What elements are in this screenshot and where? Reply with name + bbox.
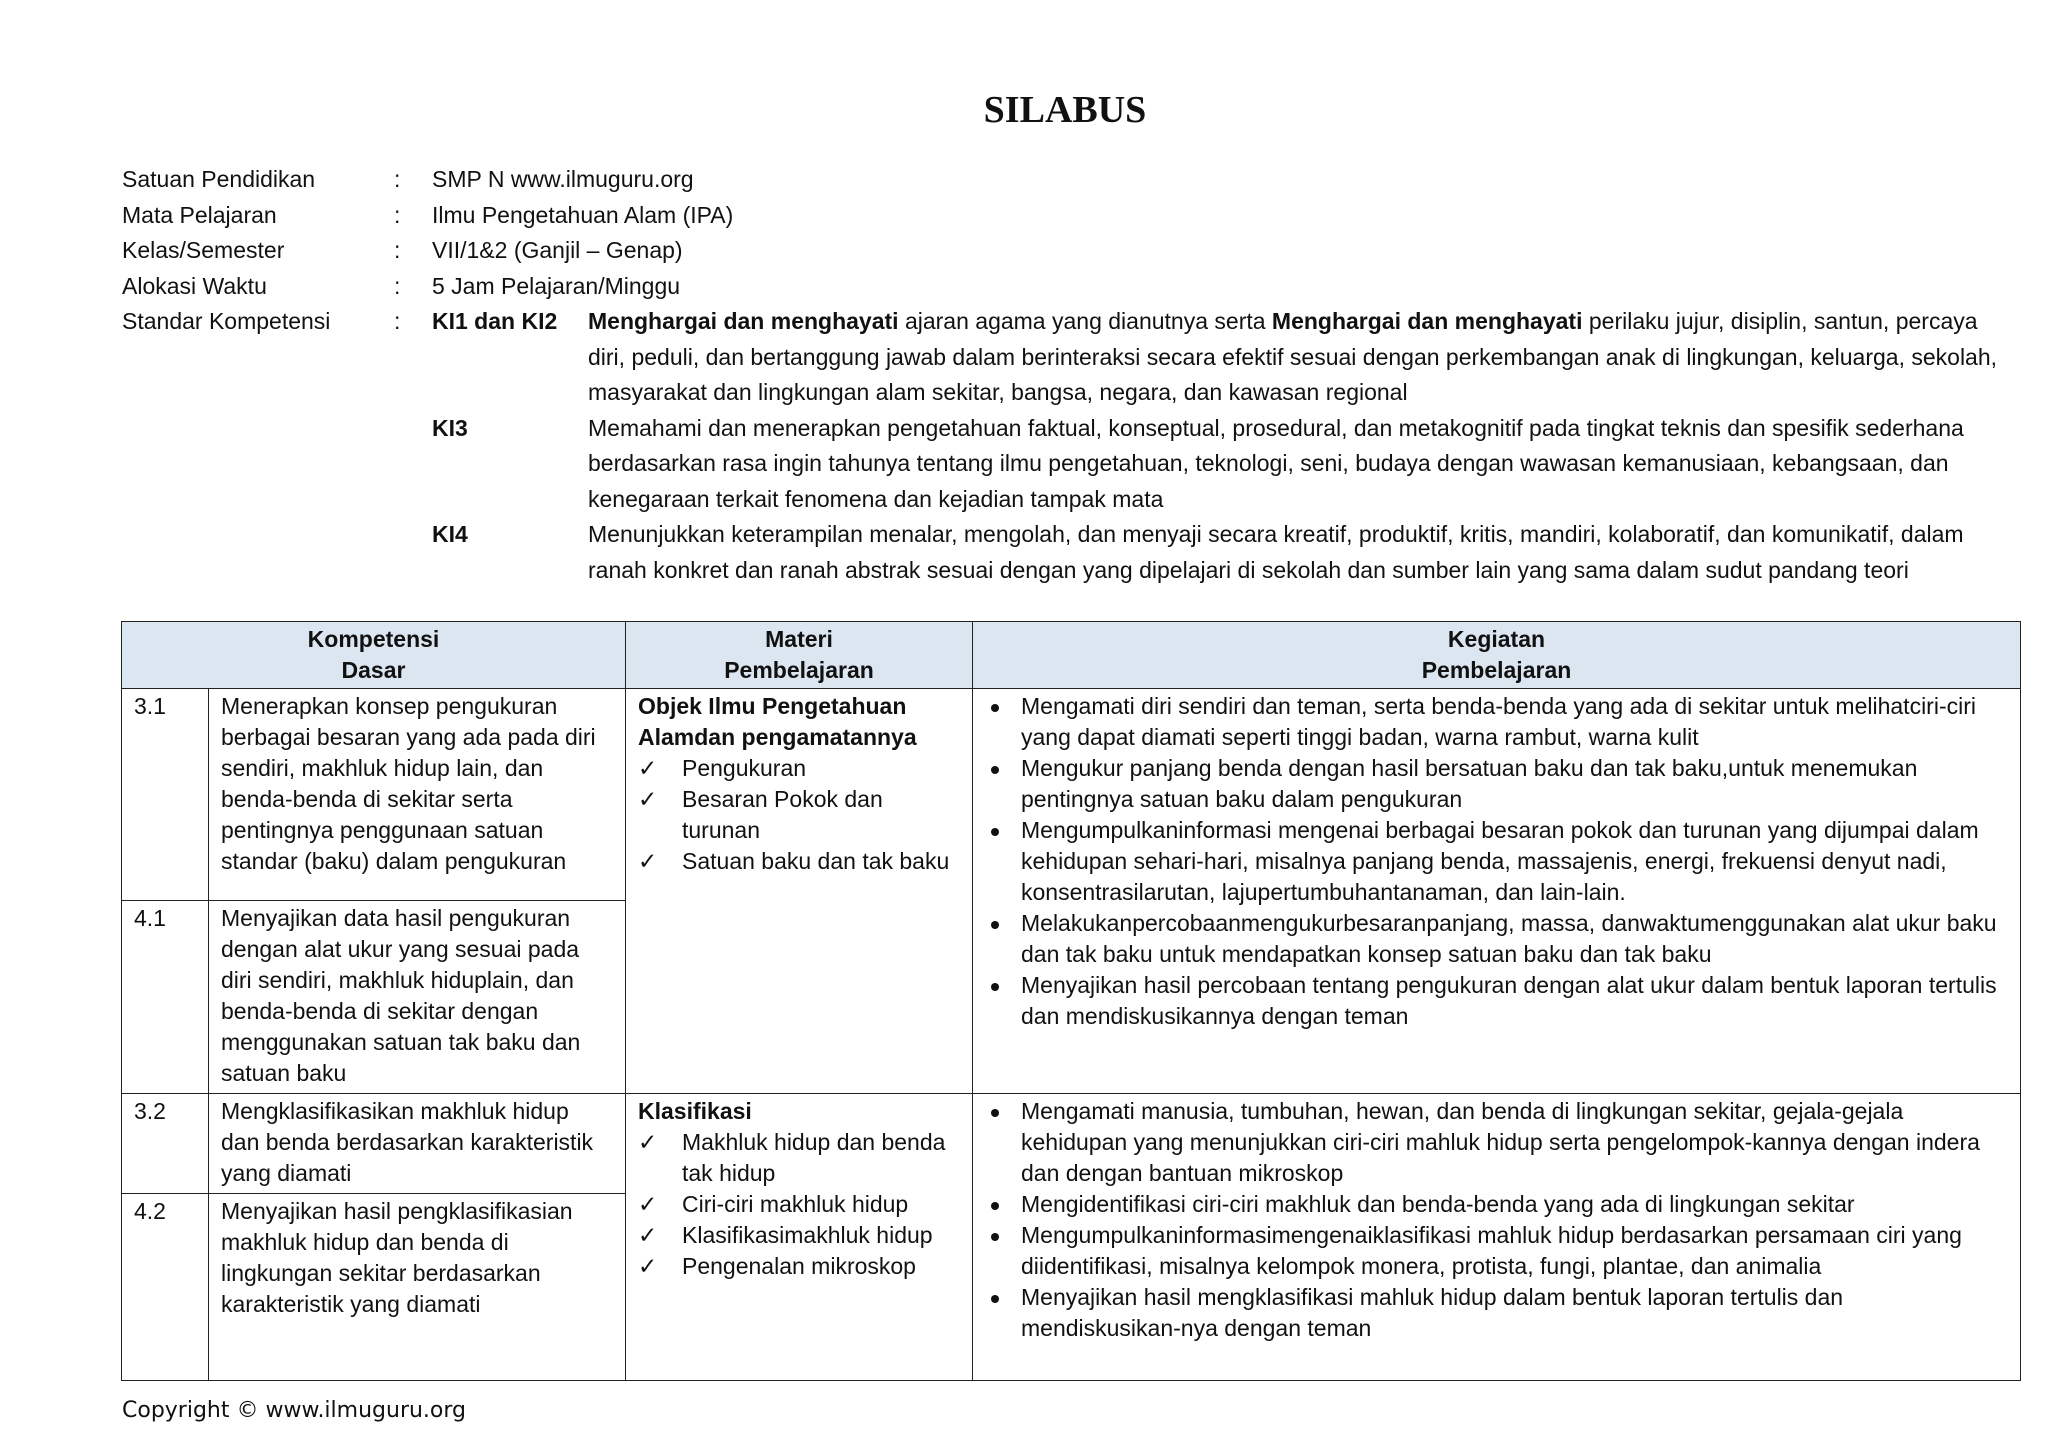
bullet-icon [991, 1109, 999, 1117]
syllabus-table [121, 621, 2021, 1381]
kegiatan-item: Mengamati manusia, tumbuhan, hewan, dan benda di lingkungan sekitar, gejala-gejala kehidupan yang menunjukkan ciri-ciri mahluk hidup serta pengelompok-kannya dengan indera dan dengan bantuan mikroskop [1021, 1098, 1980, 1186]
check-icon: ✓ [638, 1191, 658, 1217]
materi-item: Pengenalan mikroskop [682, 1253, 916, 1279]
meta-value: 5 Jam Pelajaran/Minggu [432, 272, 681, 299]
check-icon: ✓ [638, 1222, 658, 1248]
materi-item: Klasifikasimakhluk hidup [682, 1222, 933, 1248]
meta-colon: : [394, 308, 401, 334]
kegiatan-item: Menyajikan hasil mengklasifikasi mahluk hidup dalam bentuk laporan tertulis dan mendiskusikan-nya dengan teman [1021, 1284, 1844, 1341]
check-icon: ✓ [638, 1253, 658, 1279]
list-item [638, 1127, 960, 1189]
table-row [122, 689, 2021, 901]
header-line: Pembelajaran [1421, 657, 1572, 683]
meta-row-standar [122, 304, 2002, 588]
syllabus-identity [122, 162, 2002, 588]
materi-title: Klasifikasi [638, 1098, 752, 1124]
ki-span: ajaran agama yang dianutnya serta [898, 308, 1272, 334]
table-row [122, 1094, 2021, 1194]
list-item [985, 908, 2008, 970]
bullet-icon [991, 1295, 999, 1303]
table-header-row [122, 622, 2021, 689]
copyright-footer: Copyright © www.ilmuguru.org [122, 1398, 467, 1423]
ki-text [588, 304, 2002, 411]
list-item [985, 1189, 2008, 1220]
kd-text: Menyajikan hasil pengklasifikasian makhluk hidup dan benda di lingkungan sekitar berdasarkan karakteristik yang diamati [209, 1194, 626, 1381]
kegiatan-cell [973, 1094, 2021, 1381]
kd-number: 3.2 [122, 1094, 209, 1194]
check-icon: ✓ [638, 848, 658, 874]
ki-row-ki1-ki2 [432, 304, 2002, 411]
kd-number: 4.1 [122, 901, 209, 1094]
meta-colon: : [394, 272, 401, 299]
check-icon: ✓ [638, 786, 658, 812]
kd-number: 4.2 [122, 1194, 209, 1381]
bullet-icon [991, 828, 999, 836]
kegiatan-item: Mengamati diri sendiri dan teman, serta benda-benda yang ada di sekitar untuk melihatciri-ciri yang dapat diamati seperti tinggi badan, warna rambut, warna kulit [1021, 693, 1976, 750]
materi-item: Satuan baku dan tak baku [682, 848, 950, 874]
materi-cell [626, 689, 973, 1094]
meta-label: Satuan Pendidikan [122, 166, 316, 192]
meta-value: SMP N www.ilmuguru.org [432, 166, 694, 192]
meta-label: Mata Pelajaran [122, 201, 277, 228]
check-icon: ✓ [638, 755, 658, 781]
kd-number: 3.1 [122, 689, 209, 901]
kd-text: Menyajikan data hasil pengukuran dengan alat ukur yang sesuai pada diri sendiri, makhluk hiduplain, dan benda-benda di sekitar dengan menggunakan satuan tak baku dan satuan baku [209, 901, 626, 1094]
kd-text: Mengklasifikasikan makhluk hidup dan benda berdasarkan karakteristik yang diamati [209, 1094, 626, 1194]
header-line: Pembelajaran [724, 657, 874, 683]
header-kompetensi-dasar [122, 622, 626, 689]
materi-item: Pengukuran [682, 755, 807, 781]
list-item [638, 1189, 960, 1220]
check-icon: ✓ [638, 1129, 658, 1155]
ki-text: Menunjukkan keterampilan menalar, mengolah, dan menyaji secara kreatif, produktif, kritis, mandiri, kolaboratif, dan komunikatif, dalam ranah konkret dan ranah abstrak sesuai dengan yang dipelajari di sekolah dan sumber lain yang sama dalam sudut pandang teori [588, 521, 1964, 583]
kegiatan-list [985, 691, 2008, 1032]
list-item [985, 815, 2008, 908]
kegiatan-item: Mengumpulkaninformasimengenaiklasifikasi mahluk hidup berdasarkan persamaan ciri yang diidentifikasi, misalnya kelompok monera, protista, fungi, plantae, dan animalia [1021, 1222, 1962, 1279]
materi-list [638, 1127, 960, 1282]
kegiatan-item: Melakukanpercobaanmengukurbesaranpanjang, massa, danwaktumenggunakan alat ukur baku dan tak baku untuk mendapatkan konsep satuan baku dan tak baku [1021, 910, 1997, 967]
bullet-icon [991, 983, 999, 991]
meta-label: Standar Kompetensi [122, 308, 331, 334]
page-title: SILABUS [983, 89, 1147, 131]
list-item [638, 846, 960, 877]
list-item [985, 1220, 2008, 1282]
meta-row-satuan [122, 162, 2002, 198]
materi-list [638, 753, 960, 877]
materi-title: Objek Ilmu Pengetahuan Alamdan pengamatannya [638, 693, 917, 750]
ki-row-ki4 [432, 517, 2002, 588]
list-item [985, 1282, 2008, 1344]
meta-colon: : [394, 237, 401, 263]
meta-value: VII/1&2 (Ganjil – Genap) [432, 237, 683, 263]
ki-code: KI4 [432, 521, 468, 547]
ki-code: KI1 dan KI2 [432, 308, 558, 334]
list-item [985, 691, 2008, 753]
kegiatan-item: Menyajikan hasil percobaan tentang pengukuran dengan alat ukur dalam bentuk laporan tertulis dan mendiskusikannya dengan teman [1021, 972, 1997, 1029]
bullet-icon [991, 704, 999, 712]
list-item [638, 1251, 960, 1282]
meta-colon: : [394, 201, 401, 228]
kegiatan-item: Mengukur panjang benda dengan hasil bersatuan baku dan tak baku,untuk menemukan pentingnya satuan baku dalam pengukuran [1021, 755, 1918, 812]
materi-item: Ciri-ciri makhluk hidup [682, 1191, 909, 1217]
list-item [985, 753, 2008, 815]
list-item [985, 970, 2008, 1032]
ki-list [432, 304, 2002, 588]
ki-bold: Menghargai dan menghayati [1271, 308, 1583, 334]
list-item [638, 784, 960, 846]
materi-item: Besaran Pokok dan turunan [682, 786, 883, 843]
kegiatan-list [985, 1096, 2008, 1344]
ki-text: Memahami dan menerapkan pengetahuan faktual, konseptual, prosedural, dan metakognitif pada tingkat teknis dan spesifik sederhana berdasarkan rasa ingin tahunya tentang ilmu pengetahuan, teknologi, seni, budaya dengan wawasan kemanusiaan, kebangsaan, dan kenegaraan terkait fenomena dan kejadian tampak mata [588, 414, 1964, 512]
list-item [638, 753, 960, 784]
bullet-icon [991, 1202, 999, 1210]
list-item [638, 1220, 960, 1251]
bullet-icon [991, 921, 999, 929]
header-line: Dasar [341, 657, 406, 683]
kd-text: Menerapkan konsep pengukuran berbagai besaran yang ada pada diri sendiri, makhluk hidup lain, dan benda-benda di sekitar serta pentingnya penggunaan satuan standar (baku) dalam pengukuran [209, 689, 626, 901]
header-line: Kegiatan [1447, 626, 1546, 652]
meta-value: Ilmu Pengetahuan Alam (IPA) [432, 201, 734, 228]
meta-colon: : [394, 166, 401, 192]
ki-row-ki3 [432, 411, 2002, 518]
meta-row-alokasi [122, 269, 2002, 305]
materi-cell [626, 1094, 973, 1381]
ki-span: perilaku jujur, disiplin, santun, percaya diri, peduli, dan bertanggung jawab dalam berinteraksi secara efektif sesuai dengan perkembangan anak di lingkungan, keluarga, sekolah, masyarakat dan lingkungan alam sekitar, bangsa, negara, dan kawasan regional [588, 308, 1998, 405]
meta-row-mapel [122, 198, 2002, 234]
meta-label: Alokasi Waktu [122, 272, 267, 299]
header-materi [626, 622, 973, 689]
kegiatan-item: Mengumpulkaninformasi mengenai berbagai besaran pokok dan turunan yang dijumpai dalam kehidupan sehari-hari, misalnya panjang benda, massajenis, energi, frekuensi denyut nadi, konsentrasilarutan, lajupertumbuhantanaman, dan lain-lain. [1021, 817, 1979, 905]
ki-code: KI3 [432, 414, 468, 441]
bullet-icon [991, 1233, 999, 1241]
ki-bold: Menghargai dan menghayati [588, 308, 899, 334]
list-item [985, 1096, 2008, 1189]
meta-label: Kelas/Semester [122, 237, 285, 263]
bullet-icon [991, 766, 999, 774]
header-line: Kompetensi [307, 626, 440, 652]
kegiatan-item: Mengidentifikasi ciri-ciri makhluk dan benda-benda yang ada di lingkungan sekitar [1021, 1191, 1855, 1217]
meta-row-kelas [122, 233, 2002, 269]
kegiatan-cell [973, 689, 2021, 1094]
header-line: Materi [765, 626, 833, 652]
header-kegiatan [973, 622, 2021, 689]
materi-item: Makhluk hidup dan benda tak hidup [682, 1129, 946, 1186]
